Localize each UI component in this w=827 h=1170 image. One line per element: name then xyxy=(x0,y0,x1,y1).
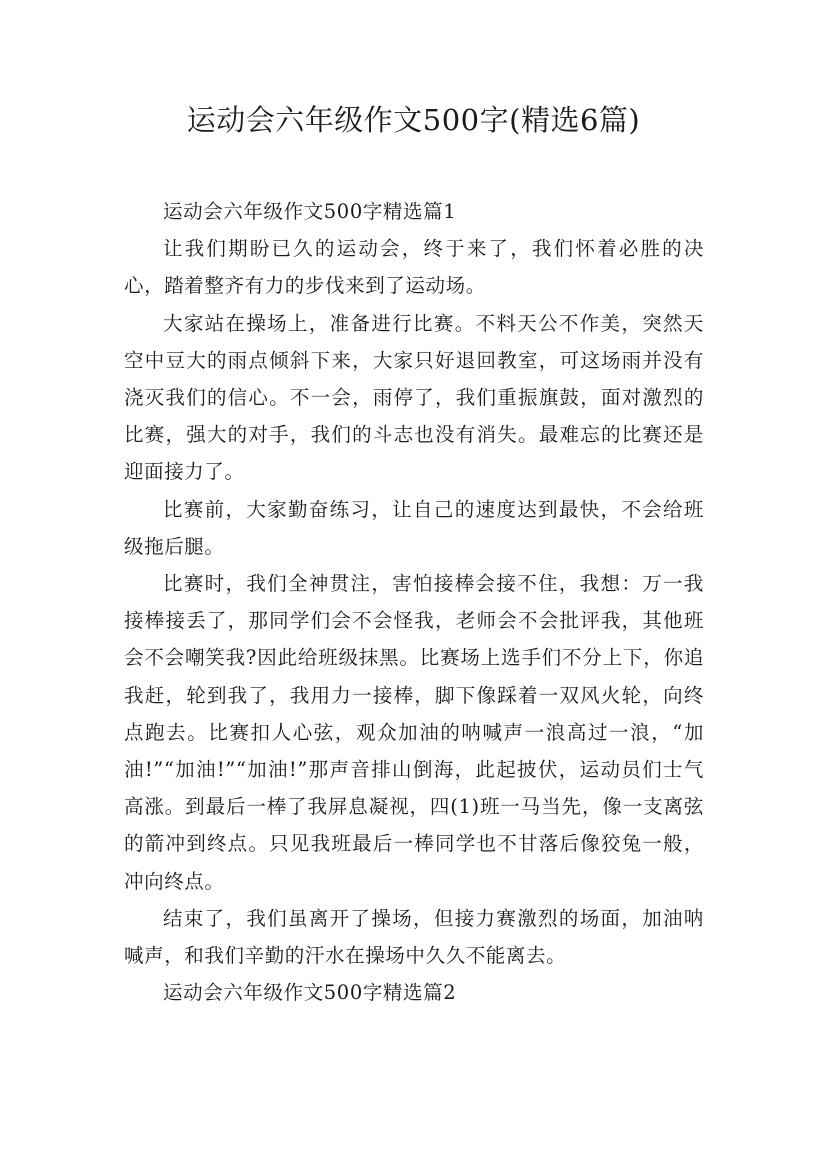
document-title: 运动会六年级作文500字(精选6篇) xyxy=(186,103,641,137)
paragraph-1: 让我们期盼已久的运动会，终于来了，我们怀着必胜的决心，踏着整齐有力的步伐来到了运动场。 xyxy=(124,237,704,298)
section-heading-2: 运动会六年级作文500字精选篇2 xyxy=(163,981,457,1005)
document-body xyxy=(124,193,704,1011)
section-heading-1: 运动会六年级作文500字精选篇1 xyxy=(163,200,457,223)
paragraph-4: 比赛时，我们全神贯注，害怕接棒会接不住，我想：万一我接棒接丢了，那同学们会不会怪我，老师会不会批评我，其他班会不会嘲笑我?因此给班级抹黑。比赛场上选手们不分上下，你追我赶，轮到我了，我用力一接棒，脚下像踩着一双风火轮，向终点跑去。比赛扣人心弦，观众加油的呐喊声一浪高过一浪，“加油!”“加油!”“加油!”那声音排山倒海，此起披伏，运动员们士气高涨。到最后一棒了我屏息凝视，四(1)班一马当先，像一支离弦的箭冲到终点。只见我班最后一棒同学也不甘落后像狡兔一般，冲向终点。 xyxy=(124,572,704,893)
paragraph-2: 大家站在操场上，准备进行比赛。不料天公不作美，突然天空中豆大的雨点倾斜下来，大家只好退回教室，可这场雨并没有浇灭我们的信心。不一会，雨停了，我们重振旗鼓，面对激烈的比赛，强大的对手，我们的斗志也没有消失。最难忘的比赛还是迎面接力了。 xyxy=(124,311,704,484)
paragraph-5: 结束了，我们虽离开了操场，但接力赛激烈的场面，加油呐喊声，和我们辛勤的汗水在操场中久久不能离去。 xyxy=(124,906,704,968)
paragraph-3: 比赛前，大家勤奋练习，让自己的速度达到最快，不会给班级拖后腿。 xyxy=(124,497,704,558)
